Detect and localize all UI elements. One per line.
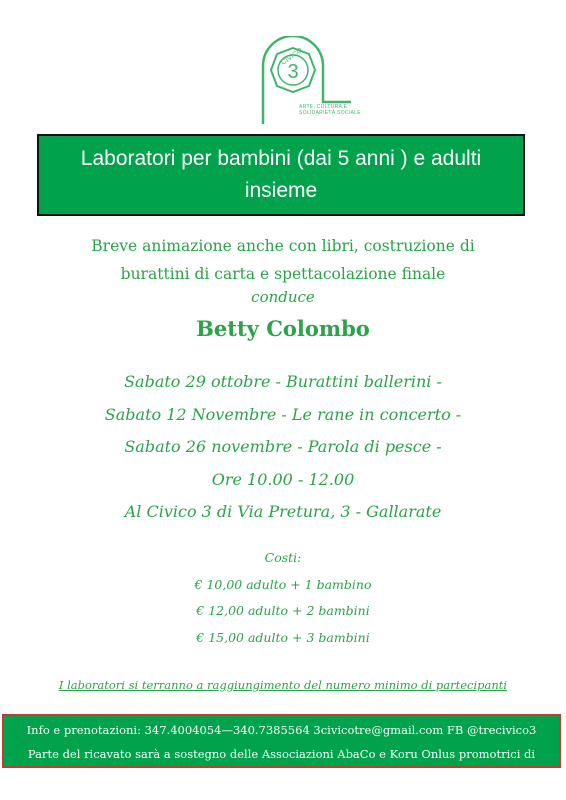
costs-label: Costi:: [264, 550, 302, 565]
svg-text:CIVICO: CIVICO: [280, 47, 304, 67]
footer-contact-info: Info e prenotazioni: 347.4004054—340.7385564 3civicotre@gmail.com FB @trecivico3: [26, 723, 537, 737]
footer-banner: [2, 714, 561, 785]
conduce-label: conduce: [251, 288, 315, 306]
schedule-item: Sabato 12 Novembre - Le rane in concerto -: [104, 404, 462, 424]
costs: [0, 545, 566, 651]
schedule-time: Ore 10.00 - 12.00: [211, 469, 355, 489]
intro-line-1: Breve animazione anche con libri, costruzione di: [91, 237, 475, 255]
footer-support-note: Parte del ricavato sarà a sostegno delle Associazioni AbaCo e Koru Onlus promotrici di CIVICO 3: [27, 747, 536, 785]
schedule-location: Al Civico 3 di Via Pretura, 3 - Gallarate: [124, 502, 442, 521]
title-banner: [37, 134, 525, 216]
intro-text: [0, 232, 566, 288]
logo-tagline-line2: SOLIDARIETÀ SOCIALE: [299, 110, 361, 116]
logo-tagline: [299, 104, 361, 116]
cost-item: € 12,00 adulto + 2 bambini: [196, 603, 370, 618]
intro-line-2: burattini di carta e spettacolazione finale: [120, 265, 446, 283]
logo-tagline-line1: ARTE, CULTURA E: [299, 104, 348, 110]
cost-item: € 10,00 adulto + 1 bambino: [194, 576, 372, 592]
host-name: Betty Colombo: [196, 316, 370, 341]
minimum-participants-note: I laboratori si terranno a raggiungimento del numero minimo di partecipanti: [58, 678, 508, 692]
page-title: Laboratori per bambini (dai 5 anni ) e adulti insieme: [80, 147, 482, 202]
schedule-item: Sabato 29 ottobre - Burattini ballerini -: [124, 372, 442, 391]
schedule: [0, 366, 566, 529]
cost-item: € 15,00 adulto + 3 bambini: [196, 629, 370, 645]
svg-text:3: 3: [287, 61, 299, 83]
schedule-item: Sabato 26 novembre - Parola di pesce -: [124, 437, 442, 456]
